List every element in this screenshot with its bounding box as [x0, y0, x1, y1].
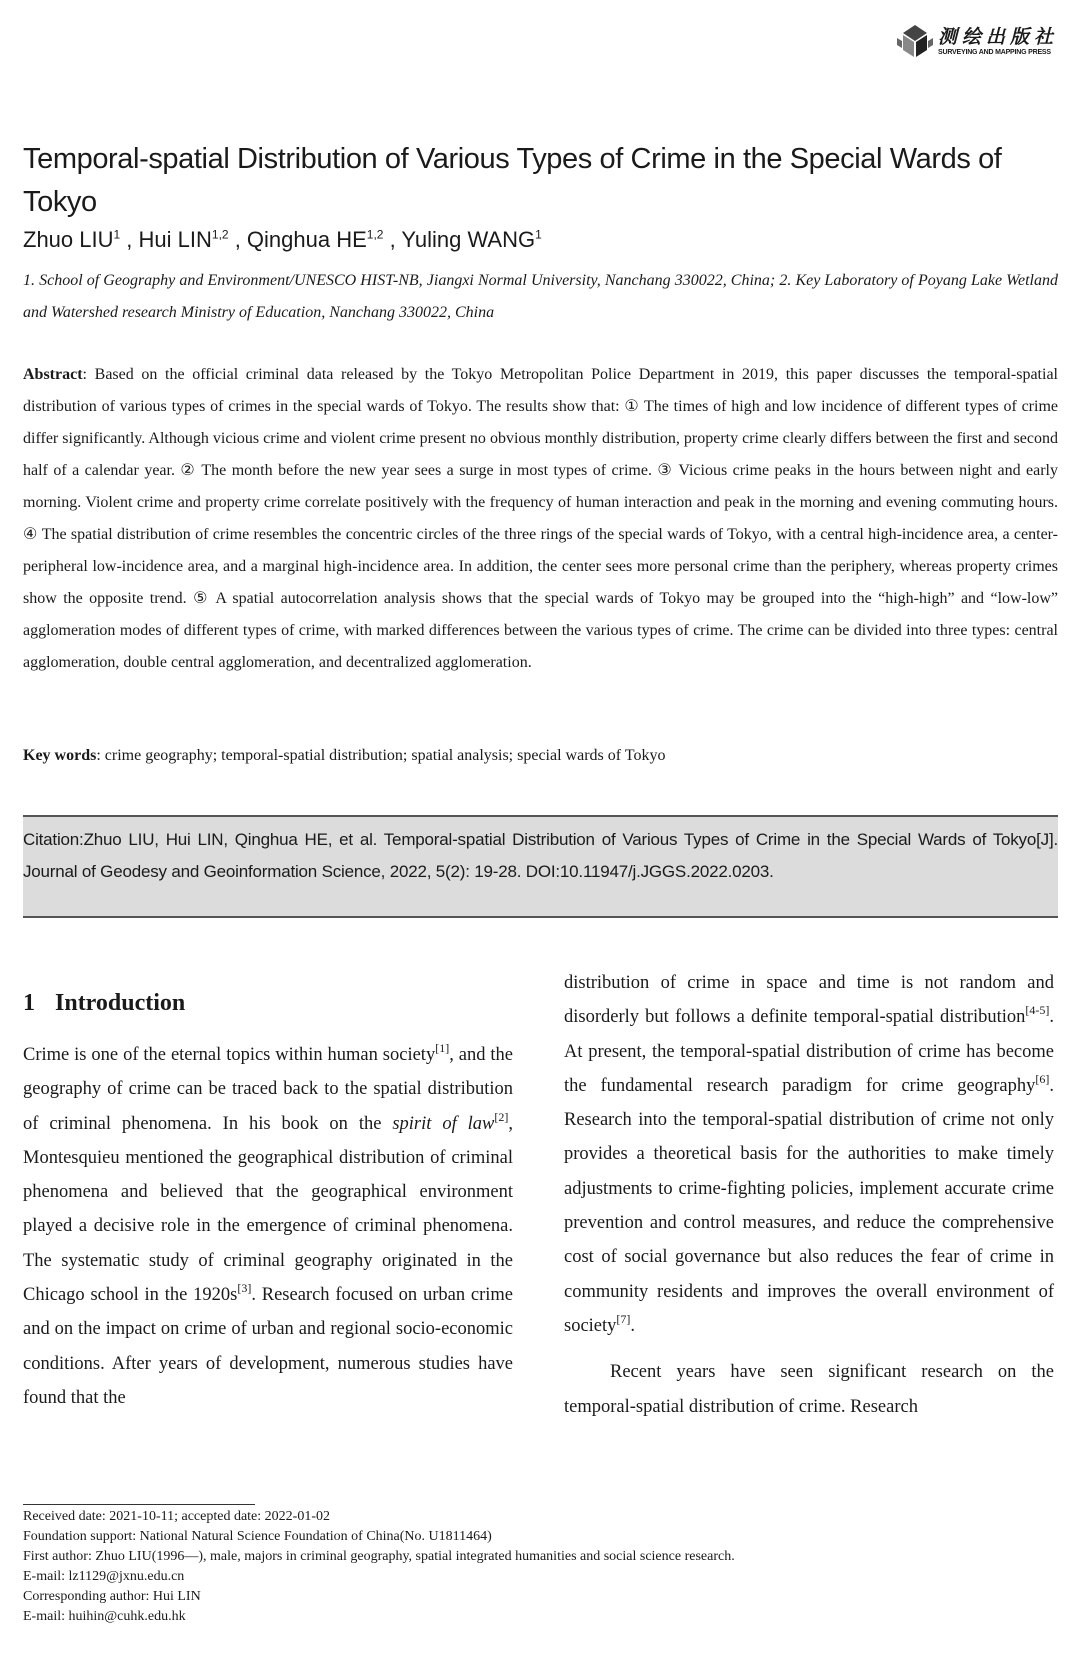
keywords	[23, 744, 1058, 768]
paragraph	[23, 1038, 513, 1415]
footnote-email[interactable]: E-mail: huihin@cuhk.edu.hk	[23, 1609, 186, 1624]
body-text: . Research into the temporal-spatial distribution of crime not only provides a theoretical basis for the authorities to make timely adjustments to crime-fighting policies, implement accurate crime prevention and control measures, and reduce the comprehensive cost of social governance but also reduces the fear of crime in community residents and improves the overall environment of society	[564, 1075, 1054, 1336]
author-name: Yuling WANG	[401, 227, 536, 252]
author-affiliation-mark: 1,2	[211, 227, 229, 242]
author-name: Hui LIN	[138, 227, 212, 252]
reference-mark: [4-5]	[1025, 1003, 1050, 1018]
body-text: . At present, the temporal-spatial distribution of crime has become the fundamental research paradigm for crime geography	[564, 1007, 1054, 1096]
body-text: . Research focused on urban crime and on the impact on crime of urban and regional socio-economic conditions. After years of development, numerous studies have found that the	[23, 1285, 513, 1408]
reference-mark: [7]	[616, 1311, 631, 1326]
affiliations: 1. School of Geography and Environment/UNESCO HIST-NB, Jiangxi Normal University, Nanchang 330022, China; 2. Key Laboratory of Poyang Lake Wetland and Watershed research Ministry of Education, Nanchang 330022, China	[23, 272, 1058, 321]
citation-label-separator: :	[79, 830, 84, 849]
publisher-name-en: SURVEYING AND MAPPING PRESS	[938, 49, 1051, 56]
section-heading	[23, 990, 185, 1017]
citation	[23, 824, 1058, 888]
body-text: .	[630, 1315, 636, 1336]
abstract	[23, 359, 1058, 679]
publisher-logo	[896, 16, 1059, 66]
citation-text: Zhuo LIU, Hui LIN, Qinghua HE, et al. Temporal-spatial Distribution of Various Types of Crime in the Special Wards of Tokyo[J]. Journal of Geodesy and Geoinformation Science, 2022, 5(2): 19-28. DOI:10.11947/j.JGGS.2022.0203.	[23, 830, 1058, 881]
author-separator: ,	[228, 227, 247, 252]
author-affiliation-mark: 1	[535, 227, 542, 242]
section-title: Introduction	[55, 990, 186, 1016]
body-text: , Montesquieu mentioned the geographical distribution of criminal phenomena and believed that the geographical environment played a decisive role in the emergence of criminal phenomena. The systematic study of criminal geography originated in the Chicago school in the 1920s	[23, 1113, 513, 1306]
footnote-first-author: First author: Zhuo LIU(1996—), male, majors in criminal geography, spatial integrated humanities and social science research.	[23, 1549, 735, 1564]
footnotes	[23, 1507, 1063, 1627]
footnote-foundation: Foundation support: National Natural Science Foundation of China(No. U1811464)	[23, 1529, 492, 1544]
section-number: 1	[23, 990, 35, 1016]
keywords-label-separator: :	[96, 747, 105, 764]
body-column-left	[23, 1038, 513, 1415]
keywords-label: Key words	[23, 747, 97, 764]
paragraph	[564, 966, 1054, 1343]
body-text: distribution of crime in space and time is not random and disorderly but follows a definite temporal-spatial distribution	[564, 973, 1054, 1028]
body-text: Crime is one of the eternal topics within human society	[23, 1045, 436, 1065]
reference-mark: [2]	[494, 1109, 509, 1124]
body-column-right	[564, 966, 1054, 1424]
footnote-email[interactable]: E-mail: lz1129@jxnu.edu.cn	[23, 1569, 185, 1584]
reference-mark: [6]	[1035, 1071, 1050, 1086]
abstract-label: Abstract	[23, 366, 83, 383]
publisher-name-cn: 测绘出版社	[938, 27, 1059, 48]
paper-title: Temporal-spatial Distribution of Various Types of Crime in the Special Wards of Tokyo	[23, 143, 1002, 218]
publisher-emblem-icon	[896, 24, 934, 60]
reference-mark: [3]	[237, 1281, 252, 1296]
keywords-text: crime geography; temporal-spatial distribution; spatial analysis; special wards of Tokyo	[104, 747, 666, 764]
author-list	[23, 227, 542, 253]
author-affiliation-mark: 1	[113, 227, 121, 242]
footnote-received: Received date: 2021-10-11; accepted date: 2022-01-02	[23, 1509, 330, 1524]
author-name: Qinghua HE	[246, 227, 367, 252]
author-name: Zhuo LIU	[23, 227, 114, 252]
author-separator: ,	[383, 227, 402, 252]
citation-box	[23, 815, 1058, 918]
citation-label: Citation	[23, 830, 80, 849]
reference-mark: [1]	[435, 1041, 450, 1055]
paragraph: Recent years have seen significant research on the temporal-spatial distribution of crime. Research	[564, 1362, 1054, 1417]
author-affiliation-mark: 1,2	[366, 227, 384, 242]
footnote-divider	[23, 1504, 255, 1505]
body-text: , and the geography of crime can be traced back to the spatial distribution of criminal phenomena. In his book on the	[23, 1045, 513, 1134]
footnote-corresponding-author: Corresponding author: Hui LIN	[23, 1589, 201, 1604]
abstract-text: Based on the official criminal data released by the Tokyo Metropolitan Police Department in 2019, this paper discusses the temporal-spatial distribution of various types of crimes in the special wards of Tokyo. The results show that: ① The times of high and low incidence of different types of crime differ significantly. Although vicious crime and violent crime present no obvious monthly distribution, property crime clearly differs between the first and second half of a calendar year. ② The month before the new year sees a surge in most types of crime. ③ Vicious crime peaks in the hours between night and early morning. Violent crime and property crime correlate positively with the frequency of human interaction and peak in the morning and evening commuting hours. ④ The spatial distribution of crime resembles the concentric circles of the three rings of the special wards of Tokyo, with a central high-incidence area, a center-peripheral low-incidence area, and a marginal high-incidence area. In addition, the center sees more personal crime than the periphery, whereas property crimes show the opposite trend. ⑤ A spatial autocorrelation analysis shows that the special wards of Tokyo may be grouped into the “high-high” and “low-low” agglomeration modes of different types of crime, with marked differences between the various types of crime. The crime can be divided into three types: central agglomeration, double central agglomeration, and decentralized agglomeration.	[23, 366, 1058, 671]
book-title: spirit of law	[392, 1113, 495, 1134]
author-separator: ,	[120, 227, 139, 252]
abstract-label-separator: :	[82, 366, 95, 383]
